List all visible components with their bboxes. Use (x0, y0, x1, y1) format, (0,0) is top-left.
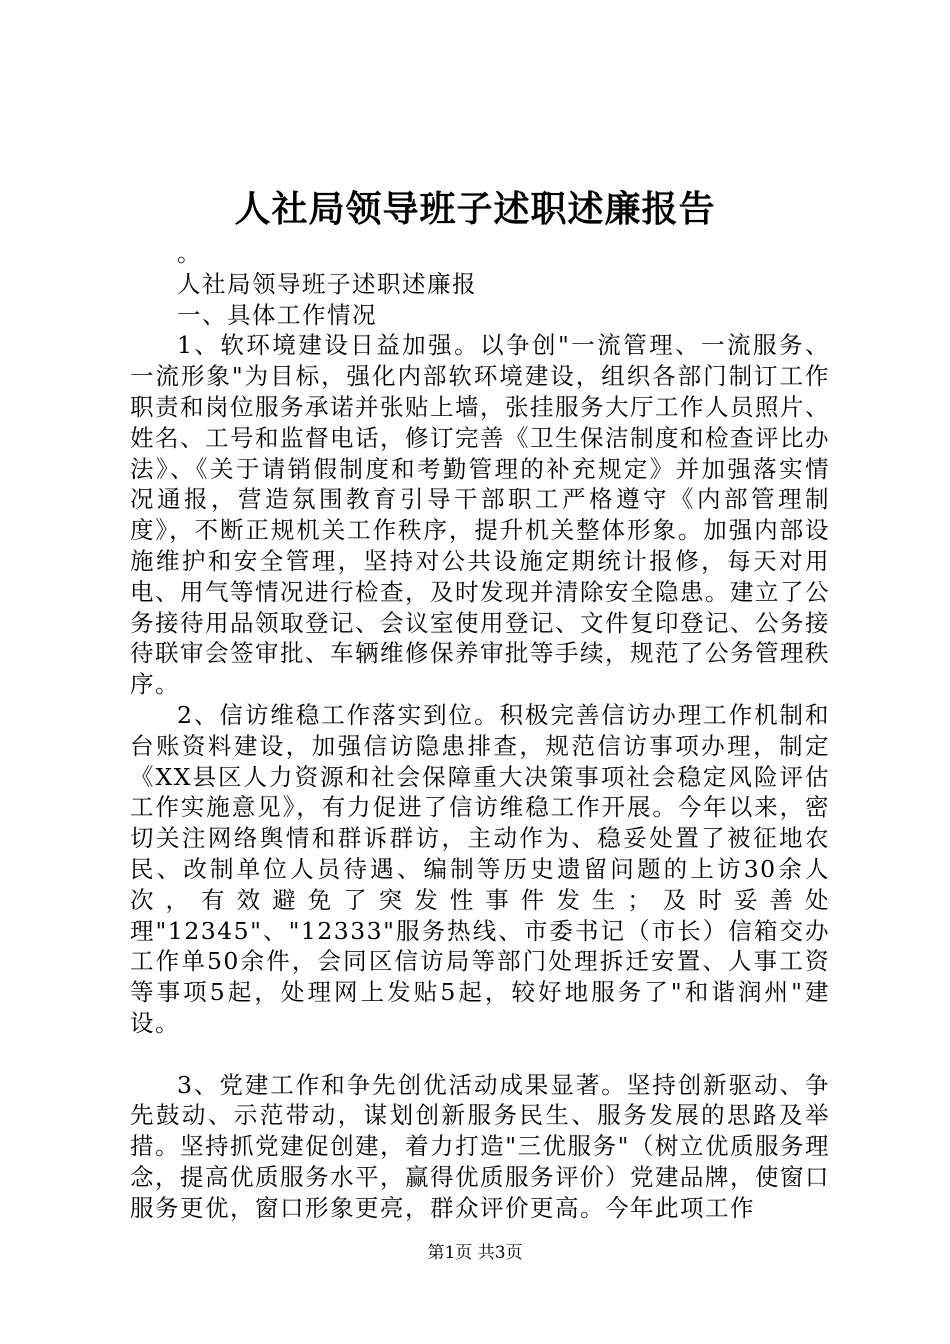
dot-line: 。 (177, 239, 202, 267)
section-heading: 一、具体工作情况 (177, 300, 377, 329)
paragraph-spacer (130, 1039, 830, 1070)
paragraph-petition-stability: 2、信访维稳工作落实到位。积极完善信访办理工作机制和台账资料建设，加强信访隐患排查，规范信访事项办理，制定《XX县区人力资源和社会保障重大决策事项社会稳定风险评估工作实施意见》，有力促进了信访维稳工作开展。今年以来，密切关注网络舆情和群诉群访，主动作为、稳妥处置了被征地农民、改制单位人员待遇、编制等历史遗留问题的上访30余人次，有效避免了突发性事件发生；及时妥善处理"12345"、"12333"服务热线、市委书记（市长）信箱交办工作单50余件，会同区信访局等部门处理拆迁安置、人事工资等事项5起，处理网上发贴5起，较好地服务了"和谐润州"建设。 (130, 700, 830, 1037)
document-body (130, 238, 830, 1224)
subtitle-line: 人社局领导班子述职述廉报 (177, 269, 477, 298)
page-footer: 第1页 共3页 (427, 1243, 523, 1263)
document-title: 人社局领导班子述职述廉报告 (234, 188, 716, 230)
paragraph-party-building: 3、党建工作和争先创优活动成果显著。坚持创新驱动、争先鼓动、示范带动，谋划创新服务民生、服务发展的思路及举措。坚持抓党建促创建，着力打造"三优服务"（树立优质服务理念，提高优质服务水平，赢得优质服务评价）党建品牌，使窗口服务更优，窗口形象更亮，群众评价更高。今年此项工作 (130, 1070, 830, 1222)
paragraph-soft-environment: 1、软环境建设日益加强。以争创"一流管理、一流服务、一流形象"为目标，强化内部软环境建设，组织各部门制订工作职责和岗位服务承诺并张贴上墙，张挂服务大厅工作人员照片、姓名、工号和监督电话，修订完善《卫生保洁制度和检查评比办法》、《关于请销假制度和考勤管理的补充规定》并加强落实情况通报，营造氛围教育引导干部职工严格遵守《内部管理制度》，不断正规机关工作秩序，提升机关整体形象。加强内部设施维护和安全管理，坚持对公共设施定期统计报修，每天对用电、用气等情况进行检查，及时发现并清除安全隐患。建立了公务接待用品领取登记、会议室使用登记、文件复印登记、公务接待联审会签审批、车辆维修保养审批等手续，规范了公务管理秩序。 (130, 331, 830, 699)
